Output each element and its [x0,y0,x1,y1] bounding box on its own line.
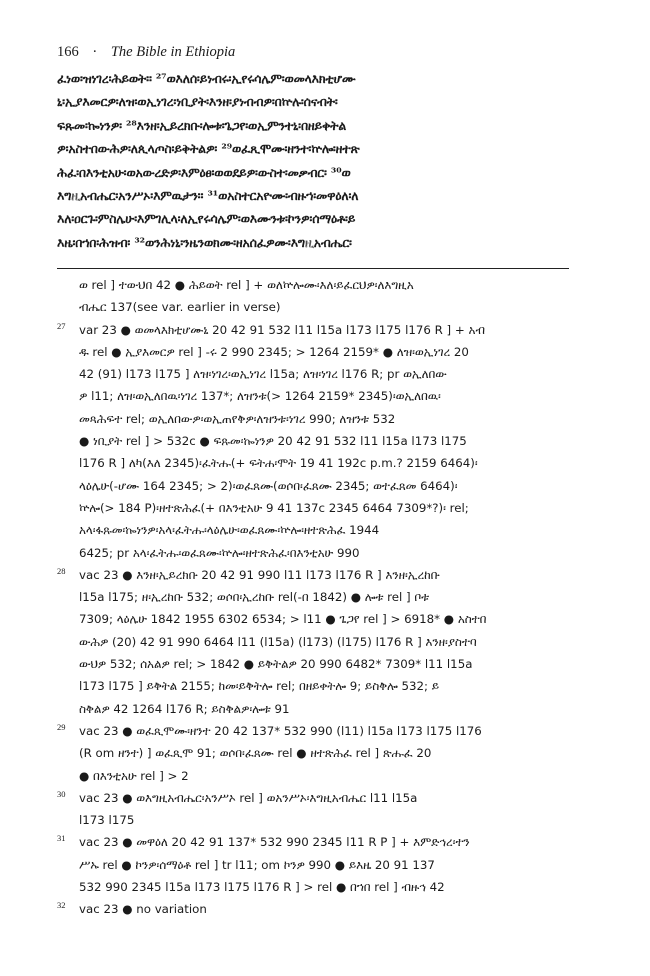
apparatus-entry [57,274,569,319]
apparatus-line: vac 23 ● እንዘ፡ኢይረክቡ 20 42 91 990 l11 l173 l176 R ] እንዘ፡ኢረከቡ [79,567,440,582]
apparatus-entry [57,720,569,787]
verse-number: 30 [57,788,66,799]
apparatus-entry [57,831,569,898]
apparatus-line: (R om ዘንተ) ] ወፈጺሞ 91; ወሶበ፡ፈጸሙ rel ● ዘተጽሕፈ rel ] ጽሑፈ 20 [79,746,432,761]
main-text-line: ፈነወ፡ዝነገረ፡ሕይወት። ²⁷ወእለሰ፡ይነብሩ፡ኢየሩሳሌም፡ወመላእክቲሆሙ [57,71,356,86]
main-text-line: ዎ፡አስተበውሕዎ፡ለጲላጦስ፡ይቅትልዎ፡ ²⁹ወፈጺሞሙ፡ዘንተ፡ኵሎ፡ዘተጽ [57,141,360,157]
apparatus-line: ውሕዎ (20) 42 91 990 6464 l11 (l15a) (l173) (l175) l176 R ] እንዘ፡ያስተባ [79,634,477,649]
apparatus-line: vac 23 ● no variation [79,902,207,917]
apparatus-line: l176 R ] ለካ(እለ 2345)፡ፈትሑ(+ ፍትሐ፡ሞት 19 41 192c p.m.? 2159 6464)፡ [79,456,478,471]
apparatus-line: ዎ l11; ለዝ፡ወኢለበዉ፡ነገረ 137*; ለዝንቱ(> 1264 2159* 2345)፡ወኢለበዉ፡ [79,389,441,404]
apparatus-line: ስቅልዎ 42 1264 l176 R; ይስቅልዎ፡ሎቱ 91 [79,701,290,716]
apparatus-line: 42 (91) l173 l175 ] ለዝ፡ነገረ፡ወኢነገረ l15a; ለዝ፡ነገረ l176 R; pr ወኢለበው [79,367,447,382]
header-separator: · [92,44,98,60]
running-head-title: The Bible in Ethiopia [110,44,236,60]
apparatus-entry [57,319,569,564]
verse-number: 27 [57,320,66,331]
main-text-line: ፍጹመ፡ኰነንዎ፡ ²⁸እንዘ፡ኢይረክቡ፡ሎቱ፡ጌጋየ፡ወኢምንተኒ፡በዘይቀትል [57,117,347,133]
apparatus-line: vac 23 ● ወእግዚአብሔር፡አንሥኦ rel ] ወአንሥኦ፡እግዚአብሔር l11 l15a [79,790,418,805]
apparatus-line: ሥኡ rel ● ኮንዎ፡ሰማዕቶ rel ] tr l11; om ኮንዎ 990 ● ይእዜ 20 91 137 [79,857,435,872]
apparatus-line: ● ነቢያት rel ] > 532c ● ፍጹመ፡ኰነንዎ 20 42 91 532 l11 l15a l173 l175 [79,434,467,449]
apparatus-line: l173 l175 ] ይቅትል 2155; ከመ፡ይቅትሎ rel; በዘይቀትሎ 9; ይስቅሎ 532; ይ [79,679,439,694]
main-text-line: ኒ፡ኢያእመርዎ፡ለዝ፡ወኢነገረ፡ነቢያት፡እንዘ፡ያነብብዎ፡በኵሉ፡ሰናብት፡ [57,94,338,110]
apparatus-line: አላ፡ፋጹመ፡ኰነንዎ፡አላ፡ፈትሑ፡ላዕሌሁ፡ወፈጸሙ፡ኵሎ፡ዘተጽሕፈ 1944 [79,523,380,538]
apparatus-divider [57,268,569,269]
apparatus-line: ብሔር 137(see var. earlier in verse) [79,300,281,315]
main-text-line: እዜ፡በኀበ፡ሕዝብ፡ ³²ወንሕነኒ፡ንዜንወክሙ፡ዘአሰፈዎሙ፡እግዚአብሔር፡ [57,234,352,250]
apparatus-line: ላዕሌሁ(-ሆሙ 164 2345; > 2)፡ወፈጸሙ(ወሶበ፡ፈጸሙ 2345; ወተፈጸመ 6464)፡ [79,478,458,493]
verse-number: 29 [57,721,66,732]
main-text-line: እለ፡ዐርጉ፡ምስሌሁ፡እምገሊላ፡ለኢየሩሳሌም፡ወእሙንቱ፡ኮንዎ፡ሰማዕቶ፡ይ [57,211,356,227]
main-text-line: እግዚአብሔር፡አንሥኦ፡እምዉታን። ³¹ወአስተርአዮሙ፡ብዙኀ፡መዋዕለ፡ለ [57,187,359,203]
verse-number: 28 [57,565,66,576]
apparatus-line: ውህዎ 532; ሰአልዎ rel; > 1842 ● ይቅትልዎ 20 990 6482* 7309* l11 l15a [79,657,473,672]
main-text-line: ሕፈ፡በእንቲአሁ፡ወአውረድዎ፡እምዕፀ፡ወወደይዎ፡ውስተ፡መቃብር፡ ³⁰ወ [57,164,351,180]
apparatus-line: 7309; ላዕሌሁ 1842 1955 6302 6534; > l11 ● ጌጋየ rel ] > 6918* ● አስተበ [79,612,487,627]
running-header [57,44,235,61]
apparatus-line: ● በእንቲአሁ rel ] > 2 [79,768,189,783]
apparatus-line: መጻሕፍተ rel; ወኢለበውዎ፡ወኢጠየቅዎ፡ለዝንቱ፡ነገረ 990; ለዝንቱ 532 [79,411,396,426]
apparatus-entry [57,787,569,832]
apparatus-entry [57,898,569,920]
apparatus-line: ወ rel ] ተውህበ 42 ● ሕይወት rel ] + ወለኵሎሙ፡እለ፡ይፈርህዎ፡ለእግዚአ [79,278,414,292]
verse-number: 32 [57,900,66,911]
apparatus-entry [57,564,569,720]
apparatus-line: l173 l175 [79,813,135,828]
apparatus-line: ኵሎ(> 184 P)፡ዘተጽሕፈ(+ በእንቲአሁ 9 41 137c 2345 6464 7309*?)፡ rel; [79,500,469,515]
apparatus-line: vac 23 ● መዋዕለ 20 42 91 137* 532 990 2345 l11 R P ] + እምድኅረ፡ተን [79,835,470,850]
main-text-block [57,67,569,254]
critical-apparatus [57,274,569,921]
apparatus-line: 6425; pr አላ፡ፈትሑ፡ወፈጸሙ፡ኵሎ፡ዘተጽሕፈ፡በእንቲአሁ 990 [79,545,360,560]
apparatus-line: vac 23 ● ወፈጺሞሙ፡ዘንተ 20 42 137* 532 990 (l11) l15a l173 l175 l176 [79,723,482,738]
apparatus-line: ዱ rel ● ኢያእመርዎ rel ] -ሩ 2 990 2345; > 1264 2159* ● ለዝ፡ወኢነገረ 20 [79,344,469,359]
apparatus-line: var 23 ● ወመላእክቲሆሙኒ 20 42 91 532 l11 l15a l173 l175 l176 R ] + አብ [79,322,485,337]
apparatus-line: l15a l175; ዘ፡ኢረከቡ 532; ወሶበ፡ኢረከቡ rel(-በ 1842) ● ሎቱ rel ] ቦቱ [79,590,430,605]
page-number: 166 [57,44,79,60]
verse-number: 31 [57,833,66,844]
apparatus-line: 532 990 2345 l15a l173 l175 l176 R ] > rel ● በኀበ rel ] ብዙኅ 42 [79,880,445,895]
